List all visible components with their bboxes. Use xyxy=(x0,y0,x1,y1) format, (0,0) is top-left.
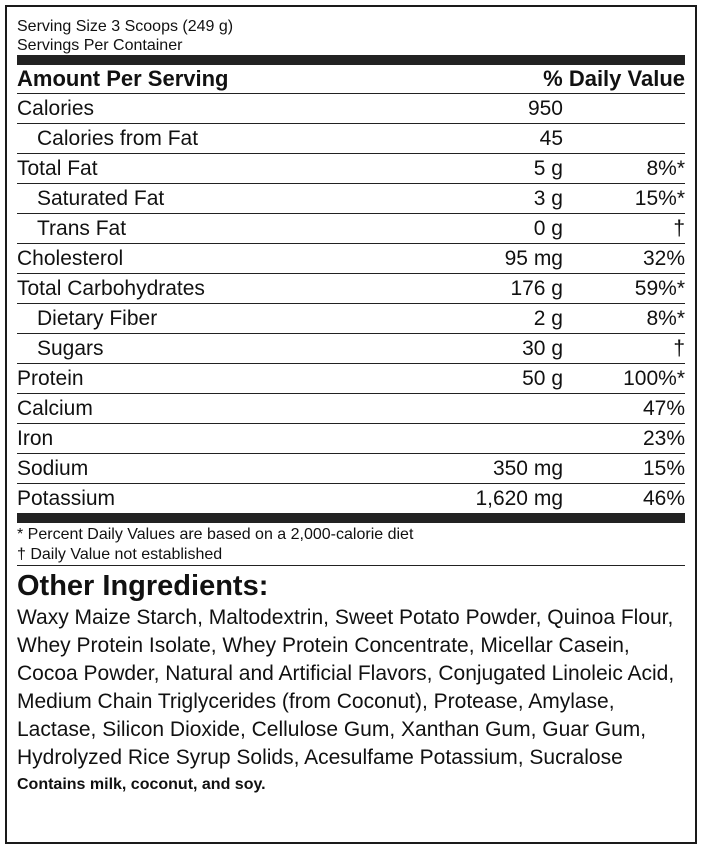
nutrient-amount: 0 g xyxy=(533,217,563,240)
nutrient-name: Total Carbohydrates xyxy=(17,277,205,300)
nutrient-daily-value: 59%* xyxy=(634,277,685,300)
nutrient-row-sugars xyxy=(17,334,685,364)
daily-value-heading: % Daily Value xyxy=(543,66,685,91)
nutrient-daily-value: 8%* xyxy=(646,157,685,180)
nutrient-amount: 3 g xyxy=(533,187,563,210)
nutrient-name: Calcium xyxy=(17,397,93,420)
nutrient-name: Iron xyxy=(17,427,54,450)
nutrient-row-sodium xyxy=(17,454,685,484)
nutrient-daily-value: 8%* xyxy=(646,307,685,330)
nutrient-name: Sugars xyxy=(37,337,104,360)
nutrient-row-protein xyxy=(17,364,685,394)
thick-divider-bottom xyxy=(17,513,685,523)
nutrient-row-iron xyxy=(17,424,685,454)
nutrient-name: Calories from Fat xyxy=(37,127,199,150)
nutrient-name: Protein xyxy=(17,367,84,390)
nutrient-daily-value: † xyxy=(673,337,685,360)
nutrient-name: Sodium xyxy=(17,457,89,480)
nutrient-daily-value: 100%* xyxy=(623,367,685,390)
nutrient-row-dietary-fiber xyxy=(17,304,685,334)
nutrient-daily-value: † xyxy=(673,217,685,240)
supplement-facts-label xyxy=(5,5,697,844)
nutrient-daily-value: 46% xyxy=(642,487,685,510)
nutrient-amount: 950 xyxy=(527,97,563,120)
other-ingredients-title: Other Ingredients: xyxy=(17,570,269,602)
nutrient-daily-value: 15% xyxy=(642,457,685,480)
nutrient-amount: 2 g xyxy=(533,307,563,330)
nutrient-amount: 350 mg xyxy=(492,457,563,480)
nutrient-amount: 1,620 mg xyxy=(475,487,563,510)
nutrient-amount: 5 g xyxy=(533,157,563,180)
nutrient-daily-value: 15%* xyxy=(634,187,685,210)
nutrient-daily-value: 23% xyxy=(642,427,685,450)
nutrient-row-total-carbohydrates xyxy=(17,274,685,304)
nutrient-name: Calories xyxy=(17,97,95,120)
allergen-statement: Contains milk, coconut, and soy. xyxy=(17,776,266,793)
nutrient-name: Dietary Fiber xyxy=(37,307,158,330)
nutrient-amount: 30 g xyxy=(522,337,563,360)
nutrient-table xyxy=(17,94,685,513)
servings-per-container: Servings Per Container xyxy=(17,37,183,54)
nutrient-daily-value: 47% xyxy=(642,397,685,420)
nutrient-row-calories-from-fat xyxy=(17,124,685,154)
nutrient-amount: 176 g xyxy=(510,277,563,300)
footnote-percent-daily-value: * Percent Daily Values are based on a 2,000-calorie diet xyxy=(17,526,414,543)
nutrient-row-trans-fat xyxy=(17,214,685,244)
nutrient-row-calcium xyxy=(17,394,685,424)
nutrient-amount: 50 g xyxy=(522,367,563,390)
nutrient-row-potassium xyxy=(17,484,685,513)
nutrient-amount: 45 xyxy=(539,127,563,150)
nutrient-name: Potassium xyxy=(17,487,116,510)
nutrient-daily-value: 32% xyxy=(642,247,685,270)
thick-divider-top xyxy=(17,55,685,65)
nutrient-name: Trans Fat xyxy=(37,217,127,240)
footnote-dagger: † Daily Value not established xyxy=(17,545,685,566)
amount-per-serving-heading: Amount Per Serving xyxy=(17,66,229,91)
nutrient-row-cholesterol xyxy=(17,244,685,274)
nutrient-row-total-fat xyxy=(17,154,685,184)
nutrient-name: Saturated Fat xyxy=(37,187,165,210)
nutrient-row-calories xyxy=(17,94,685,124)
serving-size: Serving Size 3 Scoops (249 g) xyxy=(17,18,234,35)
label-content xyxy=(17,7,685,796)
nutrient-name: Total Fat xyxy=(17,157,98,180)
other-ingredients-text: Waxy Maize Starch, Maltodextrin, Sweet Potato Powder, Quinoa Flour, Whey Protein Isolate, Whey Protein Concentrate, Micellar Casein, Cocoa Powder, Natural and Artificial Flavors, Conjugated Linoleic Acid, Medium Chain Triglycerides (from Coconut), Protease, Amylase, Lactase, Silicon Dioxide, Cellulose Gum, Xanthan Gum, Guar Gum, Hydrolyzed Rice Syrup Solids, Acesulfame Potassium, Sucralose xyxy=(17,606,675,769)
nutrient-amount: 95 mg xyxy=(504,247,563,270)
nutrient-name: Cholesterol xyxy=(17,247,124,270)
nutrient-row-saturated-fat xyxy=(17,184,685,214)
column-header xyxy=(17,65,685,93)
